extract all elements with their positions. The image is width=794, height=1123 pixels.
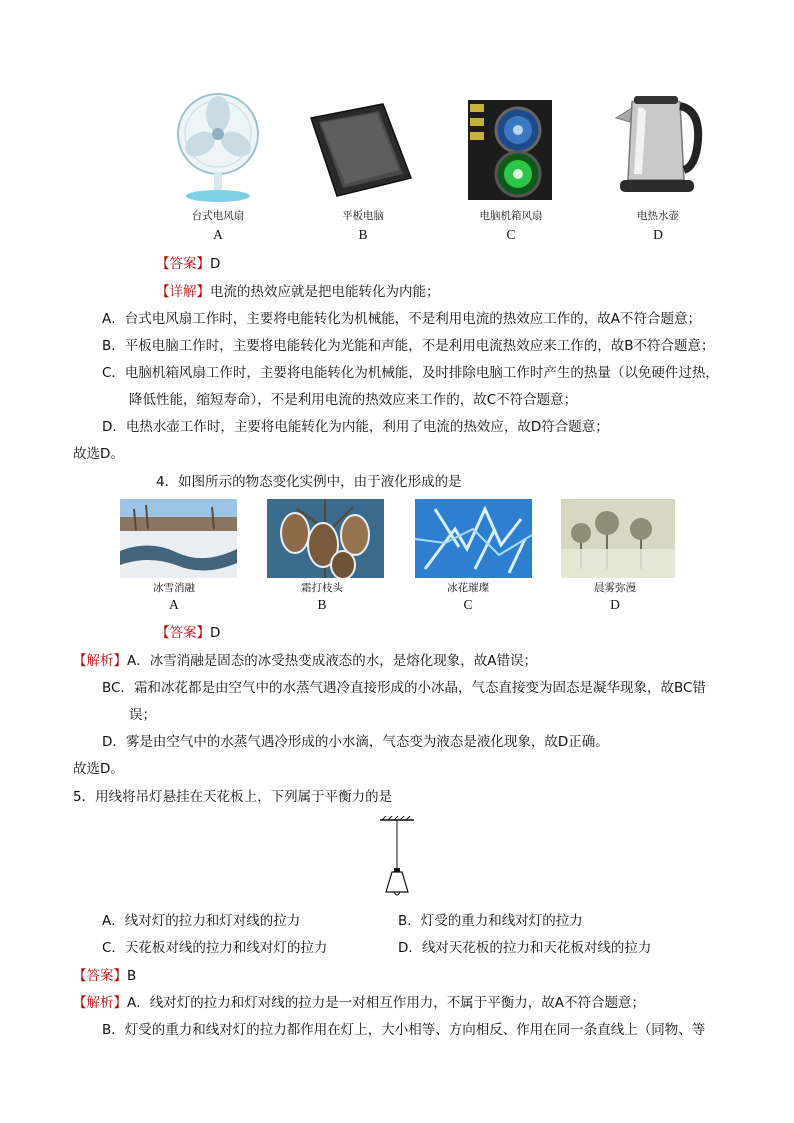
explanation-line: B．灯受的重力和线对灯的拉力都作用在灯上，大小相等、方向相反、作用在同一条直线上（同物、等	[102, 1022, 706, 1038]
answer-tag: 【答案】	[156, 625, 210, 641]
figure-letter: A	[169, 597, 179, 612]
question-text: 5．用线将吊灯悬挂在天花板上，下列属于平衡力的是	[73, 789, 393, 805]
pc-case-fan-icon	[468, 100, 552, 200]
electric-kettle-icon	[612, 88, 704, 200]
explanation-line: 误；	[129, 707, 156, 723]
figure-letter: B	[317, 597, 327, 612]
answer-value: D	[210, 256, 221, 272]
analysis-tag: 【解析】	[73, 995, 127, 1011]
figure-caption: 平板电脑	[342, 210, 384, 222]
conclusion: 故选D。	[73, 446, 124, 462]
answer-line	[156, 254, 220, 274]
figure-caption: 冰花璀璨	[447, 582, 489, 594]
frost-leaves-icon	[267, 499, 384, 578]
analysis-line	[73, 651, 537, 671]
explanation-line: A．台式电风扇工作时，主要将电能转化为机械能，不是利用电流的热效应工作的，故A不符合题意；	[102, 311, 701, 327]
melting-snow-icon	[120, 499, 237, 578]
figure-caption: 电脑机箱风扇	[479, 210, 543, 222]
figure-letter: D	[653, 227, 663, 242]
answer-tag: 【答案】	[73, 968, 127, 984]
question-text: 4．如图所示的物态变化实例中，由于液化形成的是	[156, 474, 462, 490]
option-c: C．天花板对线的拉力和线对灯的拉力	[102, 940, 328, 956]
explanation-line: D．电热水壶工作时，主要将电能转化为内能，利用了电流的热效应，故D符合题意；	[102, 419, 609, 435]
figure-caption: 冰雪消融	[153, 582, 195, 594]
morning-fog-icon	[561, 499, 675, 578]
detail-line	[156, 282, 440, 302]
option-b: B．灯受的重力和线对灯的拉力	[398, 913, 583, 929]
analysis-line	[73, 993, 645, 1013]
analysis-text: A．冰雪消融是固态的冰受热变成液态的水，是熔化现象，故A错误；	[127, 653, 537, 669]
figure-caption: 晨雾弥漫	[594, 582, 636, 594]
figure-letter: B	[358, 227, 368, 242]
conclusion: 故选D。	[73, 761, 124, 777]
explanation-line: 降低性能，缩短寿命），不是利用电流的热效应来工作的，故C不符合题意；	[129, 392, 578, 408]
explanation-line: C．电脑机箱风扇工作时，主要将电能转化为机械能，及时排除电脑工作时产生的热量（以免硬件过热，	[102, 365, 719, 381]
answer-value: D	[210, 625, 221, 641]
answer-line	[156, 623, 220, 643]
hanging-lamp-icon	[372, 816, 422, 900]
detail-tag: 【详解】	[156, 284, 210, 300]
detail-text: 电流的热效应就是把电能转化为内能；	[210, 284, 440, 300]
figure-caption: 台式电风扇	[191, 210, 245, 222]
answer-tag: 【答案】	[156, 256, 210, 272]
analysis-text: A．线对灯的拉力和灯对线的拉力是一对相互作用力，不属于平衡力，故A不符合题意；	[127, 995, 645, 1011]
desk-fan-icon	[168, 86, 268, 204]
figure-caption: 电热水壶	[637, 210, 679, 222]
figure-letter: C	[463, 597, 473, 612]
answer-line	[73, 966, 136, 986]
figure-letter: A	[213, 227, 223, 242]
option-a: A．线对灯的拉力和灯对线的拉力	[102, 913, 301, 929]
option-d: D．线对天花板的拉力和天花板对线的拉力	[398, 940, 652, 956]
figure-caption: 霜打枝头	[301, 582, 343, 594]
figure-letter: C	[506, 227, 516, 242]
explanation-line: D．雾是由空气中的水蒸气遇冷形成的小水滴，气态变为液态是液化现象，故D正确。	[102, 734, 609, 750]
tablet-icon	[305, 100, 415, 200]
explanation-line: B．平板电脑工作时，主要将电能转化为光能和声能，不是利用电流热效应来工作的，故B不符合题意；	[102, 338, 715, 354]
analysis-tag: 【解析】	[73, 653, 127, 669]
ice-flower-icon	[415, 499, 532, 578]
answer-value: B	[127, 968, 137, 984]
explanation-line: BC．霜和冰花都是由空气中的水蒸气遇冷直接形成的小冰晶，气态直接变为固态是凝华现象，故BC错	[102, 680, 706, 696]
figure-letter: D	[610, 597, 620, 612]
